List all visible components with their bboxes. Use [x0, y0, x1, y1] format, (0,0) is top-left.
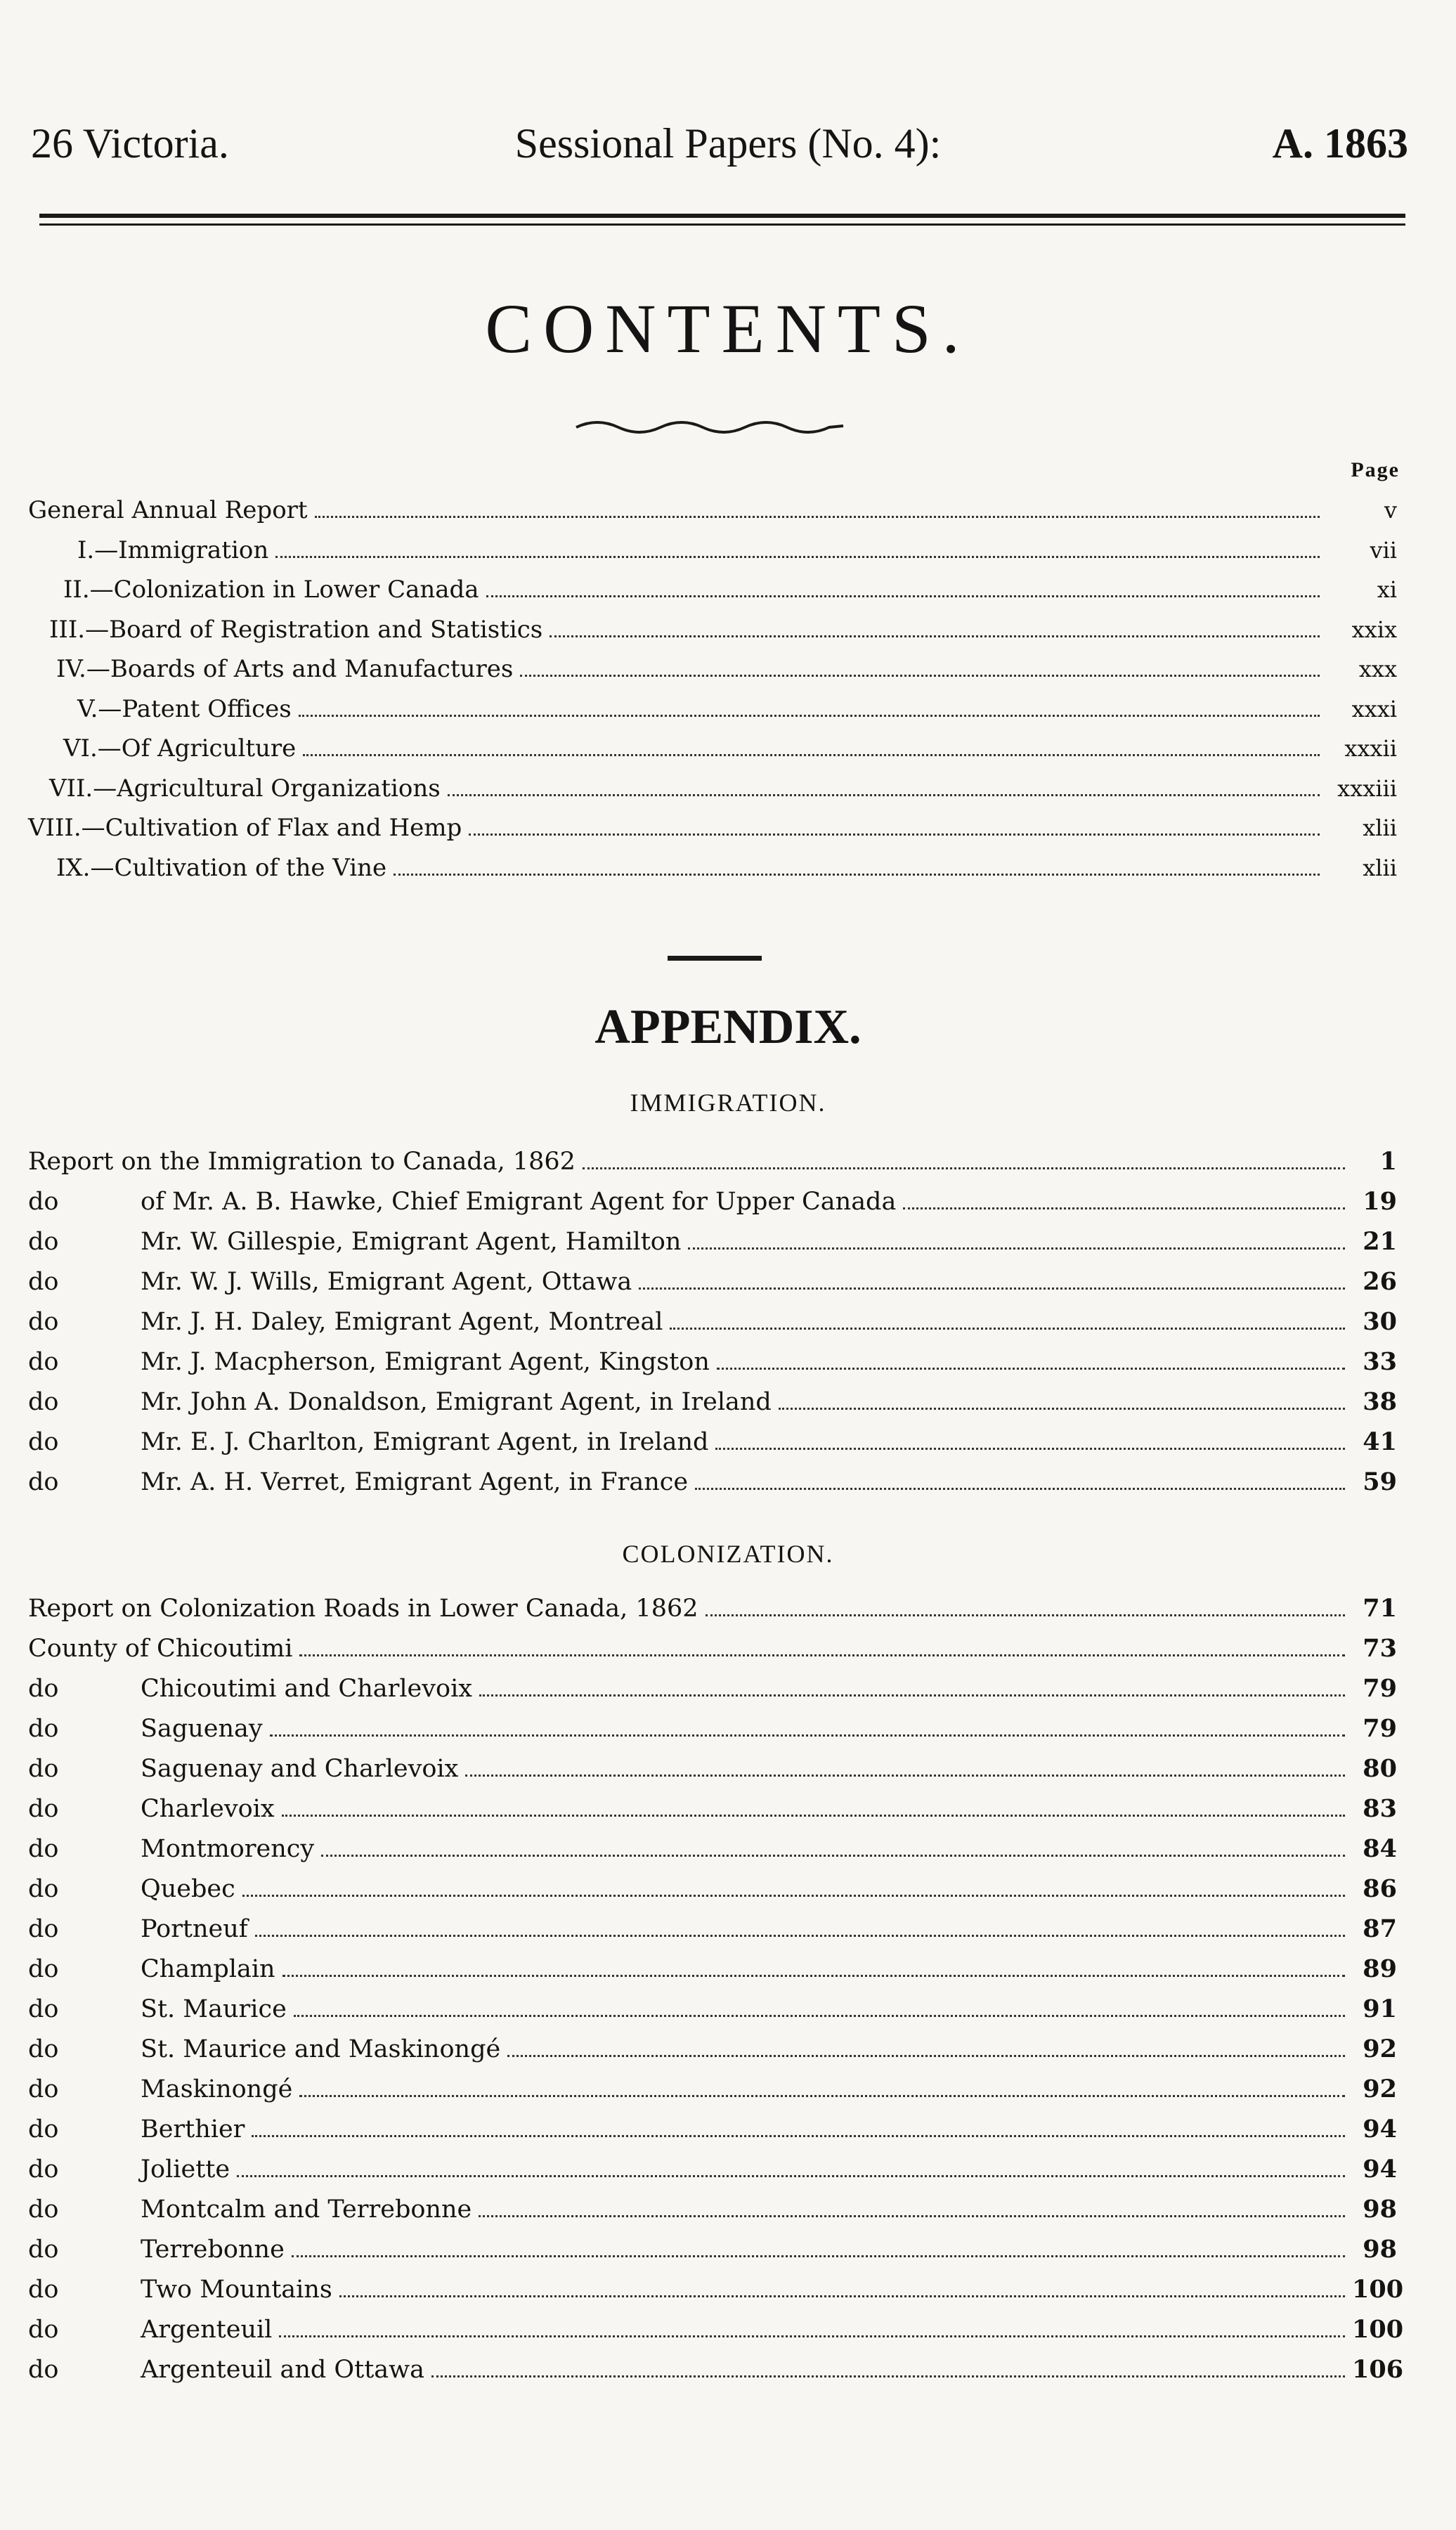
toc-entry-label: Mr. W. J. Wills, Emigrant Agent, Ottawa: [141, 1268, 632, 1296]
toc-entry-text: [28, 2115, 245, 2143]
toc-entry-text: [28, 2356, 424, 2384]
toc-entry: [28, 1594, 1397, 1632]
toc-entry-label: II.—Colonization in Lower Canada: [63, 576, 479, 604]
toc-page-number: 59: [1363, 1467, 1397, 1496]
toc-page-number: xxix: [1351, 616, 1397, 643]
toc-entry: [28, 1754, 1397, 1792]
toc-entry-text: [28, 1715, 263, 1743]
toc-entry-text: [28, 1468, 688, 1496]
toc-page-number: 98: [1363, 2195, 1397, 2224]
toc-entry: [28, 814, 1397, 852]
ditto-mark: do: [28, 1995, 59, 2023]
toc-entry-label: Two Mountains: [141, 2276, 332, 2304]
toc-entry-label: County of Chicoutimi: [28, 1635, 293, 1663]
toc-entry-text: [28, 1755, 458, 1783]
toc-entry-label: VI.—Of Agriculture: [63, 734, 297, 763]
toc-entry-text: [28, 1348, 710, 1376]
dot-leader: [275, 556, 1320, 558]
dot-leader: [779, 1408, 1345, 1410]
dot-leader: [706, 1614, 1346, 1616]
toc-entry-label: St. Maurice: [141, 1995, 287, 2023]
dot-leader: [242, 1895, 1345, 1897]
toc-entry-text: [28, 496, 308, 524]
toc-entry-text: [28, 1635, 292, 1663]
dot-leader: [294, 2015, 1345, 2017]
dot-leader: [394, 874, 1320, 876]
dot-leader: [486, 595, 1320, 597]
contents-title: CONTENTS.: [485, 290, 971, 368]
toc-entry-label: IX.—Cultivation of the Vine: [56, 853, 387, 882]
toc-entry: [28, 1267, 1397, 1305]
toc-entry-text: [28, 1835, 314, 1863]
dot-leader: [321, 1855, 1345, 1857]
toc-page-number: 91: [1363, 1994, 1397, 2023]
ditto-mark: do: [28, 2356, 59, 2384]
toc-page-number: 79: [1363, 1674, 1397, 1703]
dot-leader: [550, 635, 1320, 637]
ditto-mark: do: [28, 1915, 59, 1943]
toc-page-number: xlii: [1363, 815, 1397, 841]
toc-entry-text: [28, 1188, 896, 1216]
ditto-mark: do: [28, 2155, 59, 2184]
dot-leader: [695, 1488, 1345, 1490]
toc-entry: [28, 1674, 1397, 1712]
toc-entry: [28, 1187, 1397, 1225]
toc-entry-label: Mr. J. H. Daley, Emigrant Agent, Montreal: [141, 1308, 663, 1336]
toc-entry-label: Berthier: [141, 2115, 245, 2143]
ditto-mark: do: [28, 2316, 59, 2344]
toc-entry-text: [28, 536, 268, 564]
toc-entry-text: [28, 1875, 235, 1903]
ditto-mark: do: [28, 2035, 59, 2063]
toc-entry-label: Quebec: [141, 1875, 235, 1903]
toc-page-number: 92: [1363, 2035, 1397, 2063]
toc-page-number: 94: [1363, 2155, 1397, 2184]
toc-entry: [28, 2355, 1404, 2393]
toc-entry-text: [28, 2035, 500, 2063]
ditto-mark: do: [28, 1675, 59, 1703]
toc-entry: [28, 1227, 1397, 1265]
toc-entry: [28, 1427, 1397, 1465]
toc-page-number: 79: [1363, 1714, 1397, 1743]
toc-entry-text: [28, 1428, 708, 1456]
dot-leader: [479, 1694, 1345, 1697]
dot-leader: [507, 2055, 1345, 2057]
toc-entry-text: [28, 774, 441, 803]
toc-entry: [28, 774, 1397, 812]
dot-leader: [479, 2215, 1345, 2217]
toc-entry-label: Report on Colonization Roads in Lower Canada, 1862: [28, 1595, 698, 1623]
flourish-ornament: [569, 413, 850, 441]
toc-entry: [28, 1714, 1397, 1752]
dot-leader: [252, 2135, 1345, 2137]
ditto-mark: do: [28, 2195, 59, 2224]
toc-entry: [28, 536, 1397, 574]
toc-entry: [28, 1347, 1397, 1385]
toc-page-number: 73: [1363, 1634, 1397, 1663]
toc-entry: [28, 576, 1397, 614]
toc-entry: [28, 2115, 1397, 2153]
dot-leader: [299, 1654, 1345, 1656]
toc-page-number: xlii: [1363, 854, 1397, 881]
ditto-mark: do: [28, 1348, 59, 1376]
toc-entry-text: [28, 2155, 230, 2184]
toc-page-number: 38: [1363, 1387, 1397, 1416]
toc-entry-label: IV.—Boards of Arts and Manufactures: [56, 655, 514, 683]
toc-entry-text: [28, 1915, 248, 1943]
toc-entry: [28, 1387, 1397, 1425]
toc-entry-text: [28, 854, 386, 882]
toc-page-number: 94: [1363, 2115, 1397, 2143]
toc-page-number: v: [1384, 497, 1397, 524]
toc-page-number: 84: [1363, 1834, 1397, 1863]
dot-leader: [270, 1734, 1345, 1737]
header-rule-thick: [39, 214, 1405, 218]
section-divider: [668, 956, 762, 961]
ditto-mark: do: [28, 1795, 59, 1823]
toc-page-number: 19: [1363, 1187, 1397, 1216]
toc-entry-label: St. Maurice and Maskinongé: [141, 2035, 501, 2063]
toc-page-number: 100: [1352, 2315, 1404, 2344]
dot-leader: [237, 2175, 1345, 2177]
toc-entry-text: [28, 655, 513, 683]
toc-entry-text: [28, 1388, 772, 1416]
toc-entry: [28, 1994, 1397, 2032]
toc-page-number: 83: [1363, 1794, 1397, 1823]
dot-leader: [715, 1448, 1345, 1450]
toc-entry-label: Argenteuil and Ottawa: [141, 2356, 424, 2384]
dot-leader: [299, 2095, 1345, 2097]
toc-entry-label: Mr. E. J. Charlton, Emigrant Agent, in Ireland: [141, 1428, 709, 1456]
ditto-mark: do: [28, 2075, 59, 2103]
toc-entry: [28, 1307, 1397, 1345]
dot-leader: [520, 675, 1320, 677]
toc-page-number: 106: [1352, 2355, 1404, 2384]
toc-page-number: xi: [1377, 576, 1397, 603]
ditto-mark: do: [28, 1468, 59, 1496]
ditto-mark: do: [28, 2236, 59, 2264]
toc-entry-text: [28, 1148, 576, 1176]
toc-page-number: 100: [1352, 2275, 1404, 2304]
ditto-mark: do: [28, 1228, 59, 1256]
toc-entry-label: Joliette: [141, 2155, 230, 2184]
toc-entry: [28, 1794, 1397, 1832]
toc-entry-text: [28, 1308, 663, 1336]
toc-entry: [28, 734, 1397, 772]
toc-entry: [28, 1634, 1397, 1672]
toc-entry-label: Montmorency: [141, 1835, 315, 1863]
toc-entry-label: Argenteuil: [141, 2316, 273, 2344]
toc-entry: [28, 2035, 1397, 2072]
toc-page-number: 21: [1363, 1227, 1397, 1256]
dot-leader: [282, 1815, 1345, 1817]
toc-entry-text: [28, 814, 462, 842]
toc-page-number: 86: [1363, 1874, 1397, 1903]
dot-leader: [315, 516, 1320, 518]
toc-entry-text: [28, 2075, 292, 2103]
dot-leader: [465, 1775, 1345, 1777]
toc-entry-label: Report on the Immigration to Canada, 1862: [28, 1148, 576, 1176]
ditto-mark: do: [28, 2115, 59, 2143]
toc-page-number: 71: [1363, 1594, 1397, 1623]
toc-entry-label: Champlain: [141, 1955, 275, 1983]
dot-leader: [431, 2375, 1345, 2377]
toc-entry-text: [28, 2195, 472, 2224]
toc-page-number: 1: [1379, 1147, 1397, 1176]
toc-entry-label: I.—Immigration: [77, 536, 269, 564]
dot-leader: [255, 1935, 1345, 1937]
toc-entry-text: [28, 1995, 287, 2023]
dot-leader: [639, 1287, 1345, 1290]
dot-leader: [292, 2255, 1345, 2257]
ditto-mark: do: [28, 1428, 59, 1456]
toc-entry-label: III.—Board of Registration and Statistics: [49, 615, 543, 644]
ditto-mark: do: [28, 1875, 59, 1903]
toc-entry-label: Montcalm and Terrebonne: [141, 2195, 472, 2224]
toc-entry-label: Saguenay: [141, 1715, 263, 1743]
toc-entry-text: [28, 2276, 332, 2304]
toc-entry: [28, 2315, 1404, 2353]
toc-entry-label: Maskinongé: [141, 2075, 293, 2103]
toc-entry-label: Terrebonne: [141, 2236, 285, 2264]
toc-entry-text: [28, 2236, 285, 2264]
toc-entry-label: Charlevoix: [141, 1795, 275, 1823]
toc-entry-label: VIII.—Cultivation of Flax and Hemp: [28, 814, 462, 842]
ditto-mark: do: [28, 1835, 59, 1863]
toc-entry: [28, 854, 1397, 892]
toc-entry-text: [28, 1955, 275, 1983]
dot-leader: [469, 833, 1320, 836]
dot-leader: [670, 1328, 1345, 1330]
toc-entry-text: [28, 1795, 275, 1823]
ditto-mark: do: [28, 1755, 59, 1783]
toc-entry: [28, 2155, 1397, 2193]
toc-entry: [28, 1467, 1397, 1505]
toc-page-number: 89: [1363, 1954, 1397, 1983]
toc-entry: [28, 1874, 1397, 1912]
toc-page-number: 30: [1363, 1307, 1397, 1336]
toc-entry-text: [28, 1268, 632, 1296]
colonization-heading: COLONIZATION.: [622, 1540, 834, 1568]
toc-entry-label: General Annual Report: [28, 496, 308, 524]
dot-leader: [279, 2335, 1345, 2337]
toc-page-number: 41: [1363, 1427, 1397, 1456]
dot-leader: [282, 1975, 1345, 1977]
dot-leader: [299, 715, 1320, 717]
toc-entry-label: VII.—Agricultural Organizations: [49, 774, 441, 803]
toc-page-number: 92: [1363, 2075, 1397, 2103]
toc-entry: [28, 616, 1397, 654]
toc-entry-text: [28, 576, 479, 604]
toc-page-number: xxxiii: [1337, 774, 1397, 802]
toc-page-number: xxxi: [1351, 695, 1397, 722]
toc-entry: [28, 1834, 1397, 1872]
toc-entry-label: Mr. A. H. Verret, Emigrant Agent, in France: [141, 1468, 689, 1496]
dot-leader: [448, 794, 1320, 796]
toc-entry-label: of Mr. A. B. Hawke, Chief Emigrant Agent for Upper Canada: [141, 1188, 897, 1216]
toc-entry: [28, 2195, 1397, 2233]
toc-entry: [28, 2235, 1397, 2273]
header-left: 26 Victoria.: [31, 120, 229, 167]
toc-entry-text: [28, 695, 292, 723]
ditto-mark: do: [28, 1715, 59, 1743]
toc-entry: [28, 496, 1397, 534]
toc-entry-label: Portneuf: [141, 1915, 248, 1943]
toc-page-number: xxx: [1358, 656, 1397, 682]
toc-page-number: xxxii: [1344, 735, 1397, 762]
toc-page-number: 80: [1363, 1754, 1397, 1783]
toc-entry-label: Mr. W. Gillespie, Emigrant Agent, Hamilton: [141, 1228, 682, 1256]
immigration-heading: IMMIGRATION.: [630, 1089, 826, 1117]
ditto-mark: do: [28, 1955, 59, 1983]
dot-leader: [717, 1368, 1345, 1370]
ditto-mark: do: [28, 1268, 59, 1296]
dot-leader: [583, 1167, 1345, 1169]
toc-entry-label: V.—Patent Offices: [77, 694, 292, 723]
header-right: A. 1863: [1272, 120, 1408, 167]
toc-page-number: 33: [1363, 1347, 1397, 1376]
toc-entry-text: [28, 2316, 272, 2344]
toc-page-number: 26: [1363, 1267, 1397, 1296]
toc-entry-label: Chicoutimi and Charlevoix: [141, 1675, 473, 1703]
toc-entry-text: [28, 1675, 472, 1703]
appendix-title: APPENDIX.: [594, 1000, 862, 1054]
toc-page-number: 98: [1363, 2235, 1397, 2264]
toc-entry-label: Saguenay and Charlevoix: [141, 1755, 459, 1783]
page-column-label: Page: [1351, 458, 1400, 481]
dot-leader: [339, 2295, 1345, 2297]
toc-entry-text: [28, 1228, 681, 1256]
toc-entry: [28, 695, 1397, 733]
toc-page-number: 87: [1363, 1914, 1397, 1943]
toc-entry: [28, 1914, 1397, 1952]
toc-entry: [28, 655, 1397, 693]
toc-entry: [28, 1954, 1397, 1992]
dot-leader: [303, 754, 1320, 756]
dot-leader: [688, 1247, 1345, 1250]
dot-leader: [903, 1207, 1345, 1209]
toc-entry-text: [28, 616, 542, 644]
toc-entry-text: [28, 734, 296, 763]
header-rule-thin: [39, 223, 1405, 226]
ditto-mark: do: [28, 1188, 59, 1216]
ditto-mark: do: [28, 1308, 59, 1336]
ditto-mark: do: [28, 1388, 59, 1416]
toc-entry: [28, 2075, 1397, 2113]
toc-entry-text: [28, 1595, 698, 1623]
ditto-mark: do: [28, 2276, 59, 2304]
toc-entry: [28, 1147, 1397, 1185]
header-center: Sessional Papers (No. 4):: [514, 120, 942, 167]
toc-entry-label: Mr. John A. Donaldson, Emigrant Agent, in Ireland: [141, 1388, 772, 1416]
toc-page-number: vii: [1370, 536, 1397, 564]
toc-entry-label: Mr. J. Macpherson, Emigrant Agent, Kingston: [141, 1348, 710, 1376]
toc-entry: [28, 2275, 1404, 2313]
